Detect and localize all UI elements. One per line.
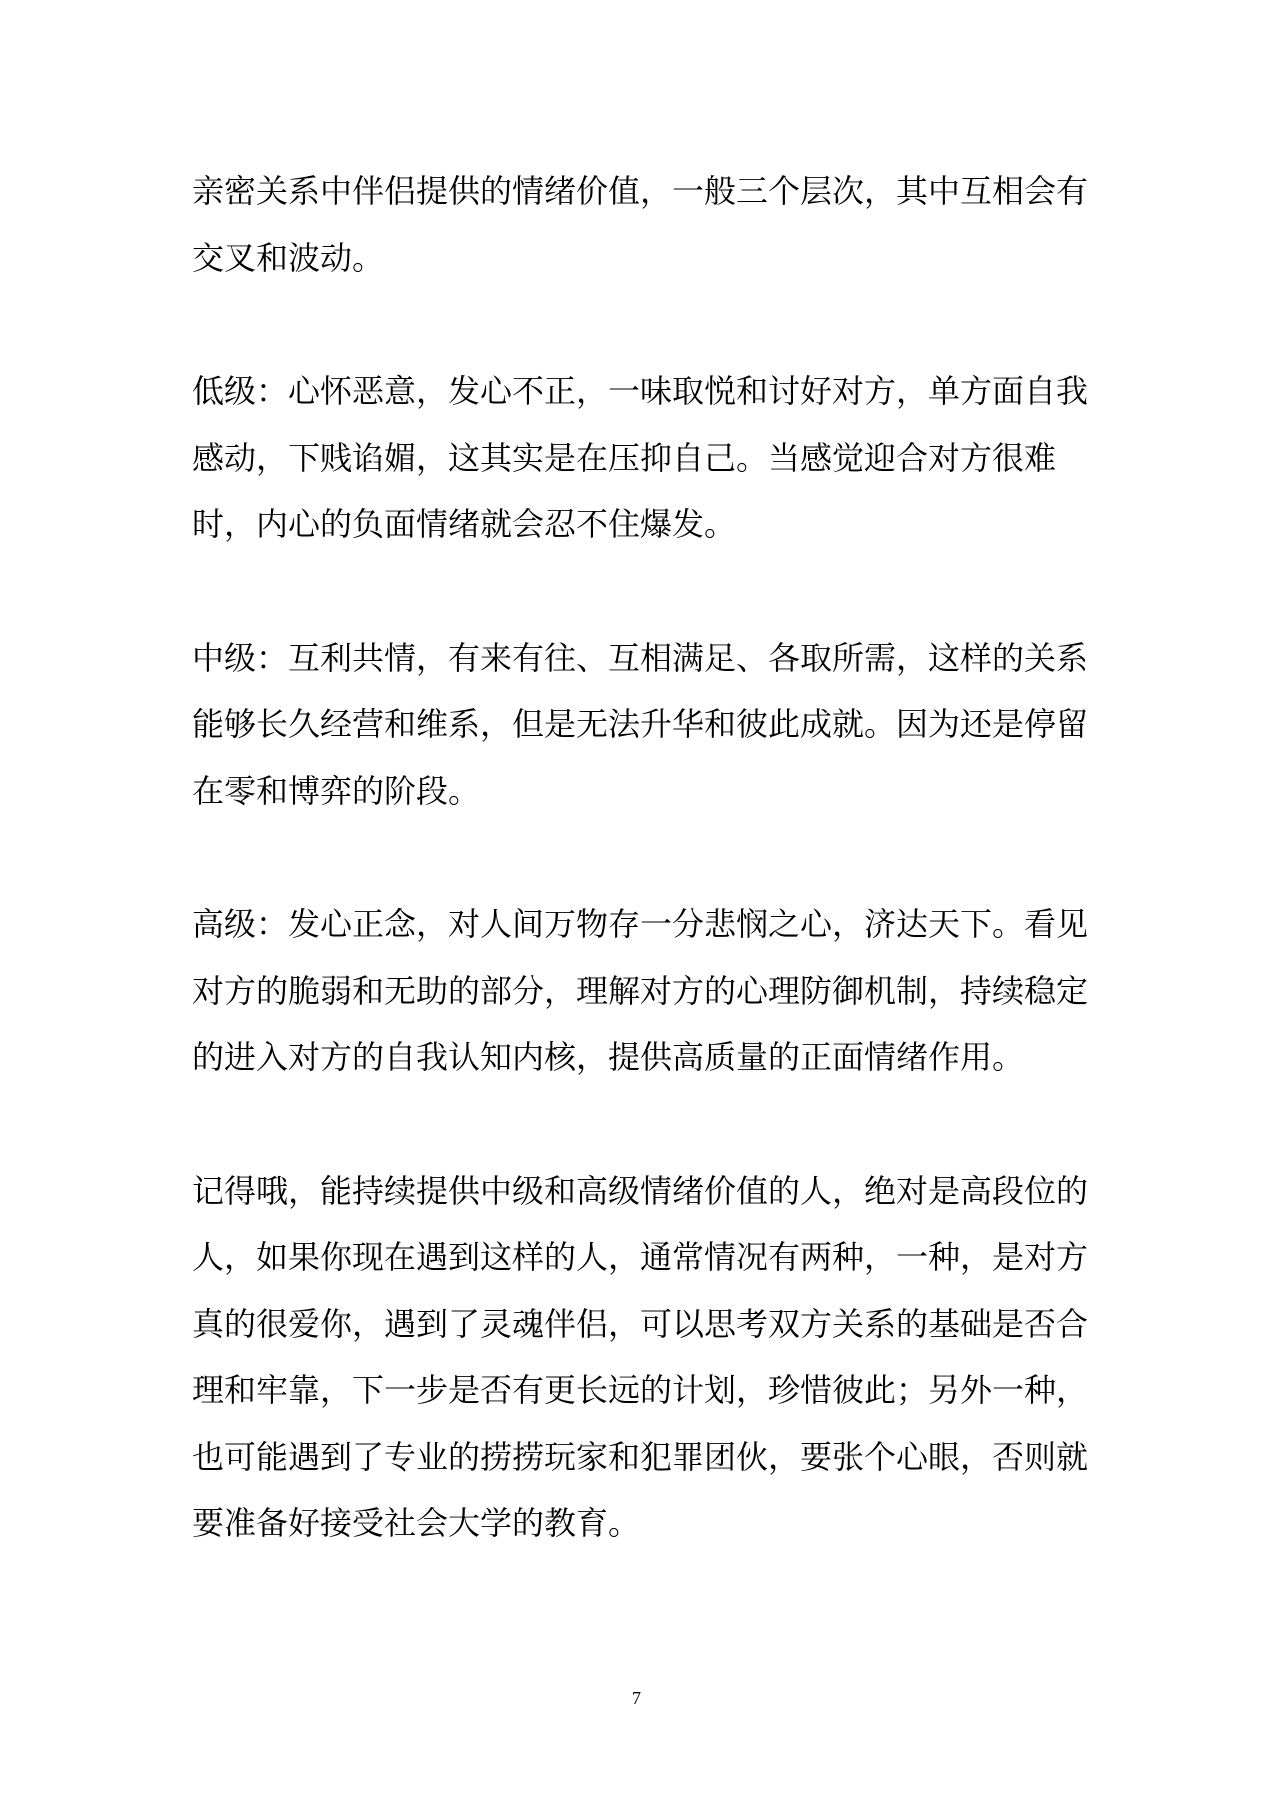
page-number: 7: [632, 1688, 641, 1708]
paragraph-mid-level: 中级：互利共情，有来有往、互相满足、各取所需，这样的关系能够长久经营和维系，但是无法升华和彼此成就。因为还是停留在零和博弈的阶段。: [192, 638, 1089, 810]
paragraph-intro: 亲密关系中伴侣提供的情绪价值，一般三个层次，其中互相会有交叉和波动。: [192, 172, 1089, 277]
paragraph-low-level: 低级：心怀恶意，发心不正，一味取悦和讨好对方，单方面自我感动，下贱谄媚，这其实是在压抑自己。当感觉迎合对方很难时，内心的负面情绪就会忍不住爆发。: [192, 372, 1089, 543]
paragraph-high-level: 高级：发心正念，对人间万物存一分悲悯之心，济达天下。看见对方的脆弱和无助的部分，理解对方的心理防御机制，持续稳定的进入对方的自我认知内核，提供高质量的正面情绪作用。: [192, 905, 1089, 1076]
document-body: [192, 158, 1096, 1624]
paragraph-conclusion: 记得哦，能持续提供中级和高级情绪价值的人，绝对是高段位的人，如果你现在遇到这样的人，通常情况有两种，一种，是对方真的很爱你，遇到了灵魂伴侣，可以思考双方关系的基础是否合理和牢靠，下一步是否有更长远的计划，珍惜彼此；另外一种，也可能遇到了专业的捞捞玩家和犯罪团伙，要张个心眼，否则就要准备好接受社会大学的教育。: [192, 1171, 1089, 1542]
